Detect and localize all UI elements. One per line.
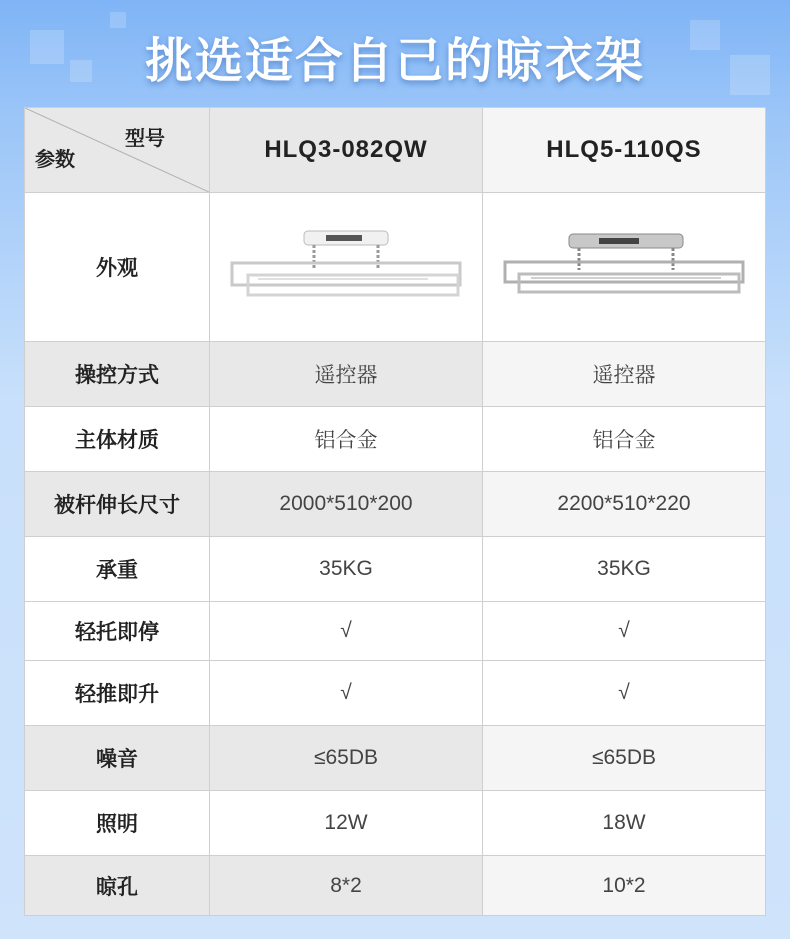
spec-value-model-2: ≤65DB — [483, 726, 766, 791]
banner-title: 挑选适合自己的晾衣架 — [144, 33, 645, 89]
row-label: 轻推即升 — [25, 661, 210, 726]
check-mark-model-2: √ — [483, 661, 766, 726]
comparison-table — [24, 107, 766, 916]
row-label: 轻托即停 — [25, 602, 210, 661]
spec-row — [25, 407, 766, 472]
spec-row — [25, 726, 766, 791]
row-label: 操控方式 — [25, 342, 210, 407]
spec-row — [25, 661, 766, 726]
spec-value-model-1: 铝合金 — [210, 407, 483, 472]
spec-value-model-1: 遥控器 — [210, 342, 483, 407]
spec-row — [25, 856, 766, 916]
spec-row — [25, 791, 766, 856]
spec-value-model-2: 10*2 — [483, 856, 766, 916]
row-label: 承重 — [25, 537, 210, 602]
drying-rack-icon — [501, 232, 747, 302]
spec-value-model-1: 8*2 — [210, 856, 483, 916]
spec-value-model-2: 18W — [483, 791, 766, 856]
model-name-1: HLQ3-082QW — [210, 108, 483, 193]
spec-row — [25, 472, 766, 537]
header-row — [25, 108, 766, 193]
header-corner — [25, 108, 210, 193]
spec-row — [25, 537, 766, 602]
model-name-2: HLQ5-110QS — [483, 108, 766, 193]
spec-value-model-1: 12W — [210, 791, 483, 856]
spec-value-model-1: 35KG — [210, 537, 483, 602]
row-label: 主体材质 — [25, 407, 210, 472]
check-mark-model-2: √ — [483, 602, 766, 661]
spec-value-model-2: 铝合金 — [483, 407, 766, 472]
corner-model-label: 型号 — [125, 126, 165, 150]
row-label: 外观 — [25, 193, 210, 342]
spec-value-model-2: 2200*510*220 — [483, 472, 766, 537]
spec-value-model-2: 遥控器 — [483, 342, 766, 407]
appearance-row — [25, 193, 766, 342]
check-mark-model-1: √ — [210, 602, 483, 661]
spec-row — [25, 602, 766, 661]
corner-param-label: 参数 — [35, 147, 75, 171]
spec-value-model-1: ≤65DB — [210, 726, 483, 791]
row-label: 噪音 — [25, 726, 210, 791]
spec-row — [25, 342, 766, 407]
check-mark-model-1: √ — [210, 661, 483, 726]
drying-rack-icon — [228, 227, 464, 307]
spec-value-model-1: 2000*510*200 — [210, 472, 483, 537]
row-label: 晾孔 — [25, 856, 210, 916]
row-label: 照明 — [25, 791, 210, 856]
product-image-1 — [210, 193, 483, 342]
product-image-2 — [483, 193, 766, 342]
spec-value-model-2: 35KG — [483, 537, 766, 602]
row-label: 被杆伸长尺寸 — [25, 472, 210, 537]
